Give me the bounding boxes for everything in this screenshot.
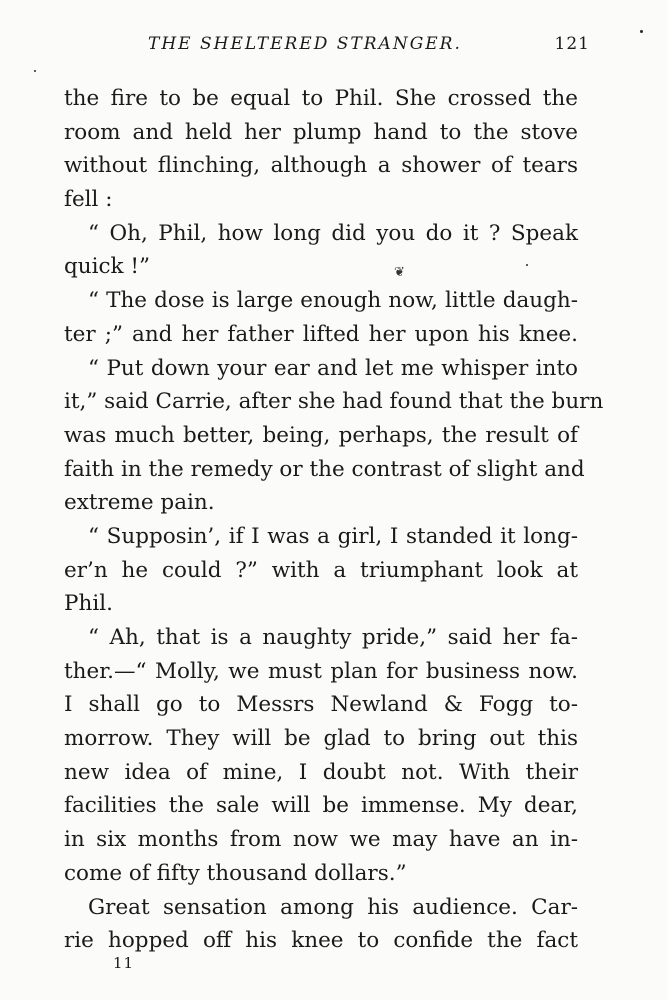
body-line: ter ;” and her father lifted her upon his knee. (64, 321, 578, 347)
body-line: ther.—“ Molly, we must plan for business now. (64, 658, 578, 684)
body-line: I shall go to Messrs Newland & Fogg to- (64, 692, 578, 718)
body-line: fell : (64, 187, 113, 213)
body-line: without flinching, although a shower of tears (64, 153, 578, 179)
body-line: extreme pain. (64, 490, 215, 516)
body-line: “ Put down your ear and let me whisper into (88, 355, 578, 381)
running-head (120, 34, 590, 58)
body-line: faith in the remedy or the contrast of slight and (64, 456, 585, 482)
body-line: new idea of mine, I doubt not. With their (64, 759, 578, 785)
page-number: 121 (554, 34, 590, 54)
running-title: THE SHELTERED STRANGER. (148, 34, 462, 54)
body-line: “ Supposin’, if I was a girl, I standed it long- (88, 523, 578, 549)
body-line: it,” said Carrie, after she had found that the burn (64, 389, 604, 415)
body-line: morrow. They will be glad to bring out this (64, 726, 578, 752)
body-line: er’n he could ?” with a triumphant look at (64, 557, 578, 583)
body-line: Great sensation among his audience. Car- (88, 894, 578, 920)
body-line: come of fifty thousand dollars.” (64, 860, 407, 886)
body-line: Phil. (64, 591, 113, 617)
body-line: “ Oh, Phil, how long did you do it ? Speak (88, 220, 578, 246)
body-line: rie hopped off his knee to confide the fact (64, 928, 578, 954)
body-line: room and held her plump hand to the stove (64, 119, 578, 145)
body-line: was much better, being, perhaps, the result of (64, 422, 578, 448)
ink-speck (640, 30, 643, 33)
body-line: quick !” (64, 254, 151, 280)
signature-mark: 11 (113, 954, 135, 972)
body-line: the fire to be equal to Phil. She crossed the (64, 86, 578, 111)
body-line: “ The dose is large enough now, little daugh- (88, 288, 578, 314)
body-text (64, 82, 604, 958)
printer-mark-icon: ❦ (394, 265, 405, 280)
body-line: facilities the sale will be immense. My dear, (64, 793, 578, 819)
body-line: “ Ah, that is a naughty pride,” said her fa- (88, 625, 578, 650)
body-line: in six months from now we may have an in- (64, 827, 578, 853)
ink-speck (34, 70, 36, 72)
